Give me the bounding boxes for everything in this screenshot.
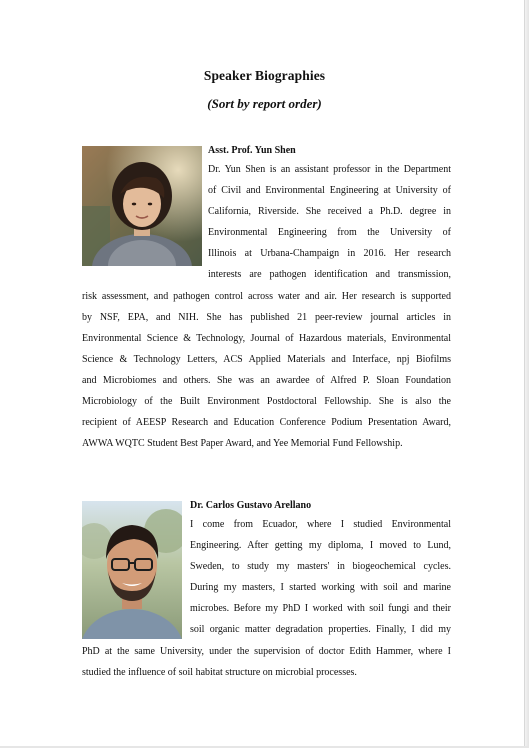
page-edge-right bbox=[524, 0, 529, 748]
speaker-photo-yun-shen bbox=[82, 146, 202, 266]
bio-line: interests are pathogen identification and transmission, bbox=[208, 269, 451, 280]
page-subtitle: (Sort by report order) bbox=[207, 96, 322, 111]
bio-line: Illinois at Urbana-Champaign in 2016. Her research bbox=[208, 248, 451, 259]
bio-line: PhD at the same University, under the supervision of doctor Edith Hammer, where I bbox=[82, 646, 451, 657]
bio-line: studied the influence of soil habitat structure on microbial processes. bbox=[82, 667, 357, 678]
bio-line: Environmental Science & Technology, Journal of Hazardous materials, Environmental bbox=[82, 333, 451, 344]
bio-line: Dr. Yun Shen is an assistant professor in the Department bbox=[208, 164, 451, 175]
bio-line: Engineering. After getting my diploma, I moved to Lund, bbox=[190, 540, 451, 551]
bio-line: During my masters, I started working with soil and marine bbox=[190, 582, 451, 593]
bio-line: of Civil and Environmental Engineering at University of bbox=[208, 185, 451, 196]
bio-line: risk assessment, and pathogen control across water and air. Her research is supported bbox=[82, 291, 451, 302]
speaker-photo-carlos-arellano bbox=[82, 501, 182, 639]
bio-line: AWWA WQTC Student Best Paper Award, and Yee Memorial Fund Fellowship. bbox=[82, 438, 403, 449]
page-title: Speaker Biographies bbox=[203, 68, 326, 83]
bio-line: California, Riverside. She received a Ph.D. degree in bbox=[208, 206, 451, 217]
bio-line: Sweden, to study my masters' in biogeochemical cycles. bbox=[190, 561, 451, 572]
bio-line: I come from Ecuador, where I studied Environmental bbox=[190, 519, 451, 530]
bio-line: and Microbiomes and others. She was an awardee of Alfred P. Sloan Foundation bbox=[82, 375, 451, 386]
bio-line: recipient of AEESP Research and Education Conference Podium Presentation Award, bbox=[82, 417, 451, 428]
bio-line: by NSF, EPA, and NIH. She has published 21 peer-review journal articles in bbox=[82, 312, 451, 323]
bio-line: microbes. Before my PhD I worked with soil fungi and their bbox=[190, 603, 451, 614]
speaker-name: Asst. Prof. Yun Shen bbox=[208, 145, 296, 156]
bio-line: Science & Technology Letters, ACS Applied Materials and Interface, npj Biofilms bbox=[82, 354, 451, 365]
bio-line: Microbiology of the Built Environment Postdoctoral Fellowship. She is also the bbox=[82, 396, 451, 407]
speaker-name: Dr. Carlos Gustavo Arellano bbox=[190, 500, 312, 511]
bio-line: Environmental Engineering from the University of bbox=[208, 227, 451, 238]
bio-line: soil organic matter degradation properties. Finally, I did my bbox=[190, 624, 451, 635]
